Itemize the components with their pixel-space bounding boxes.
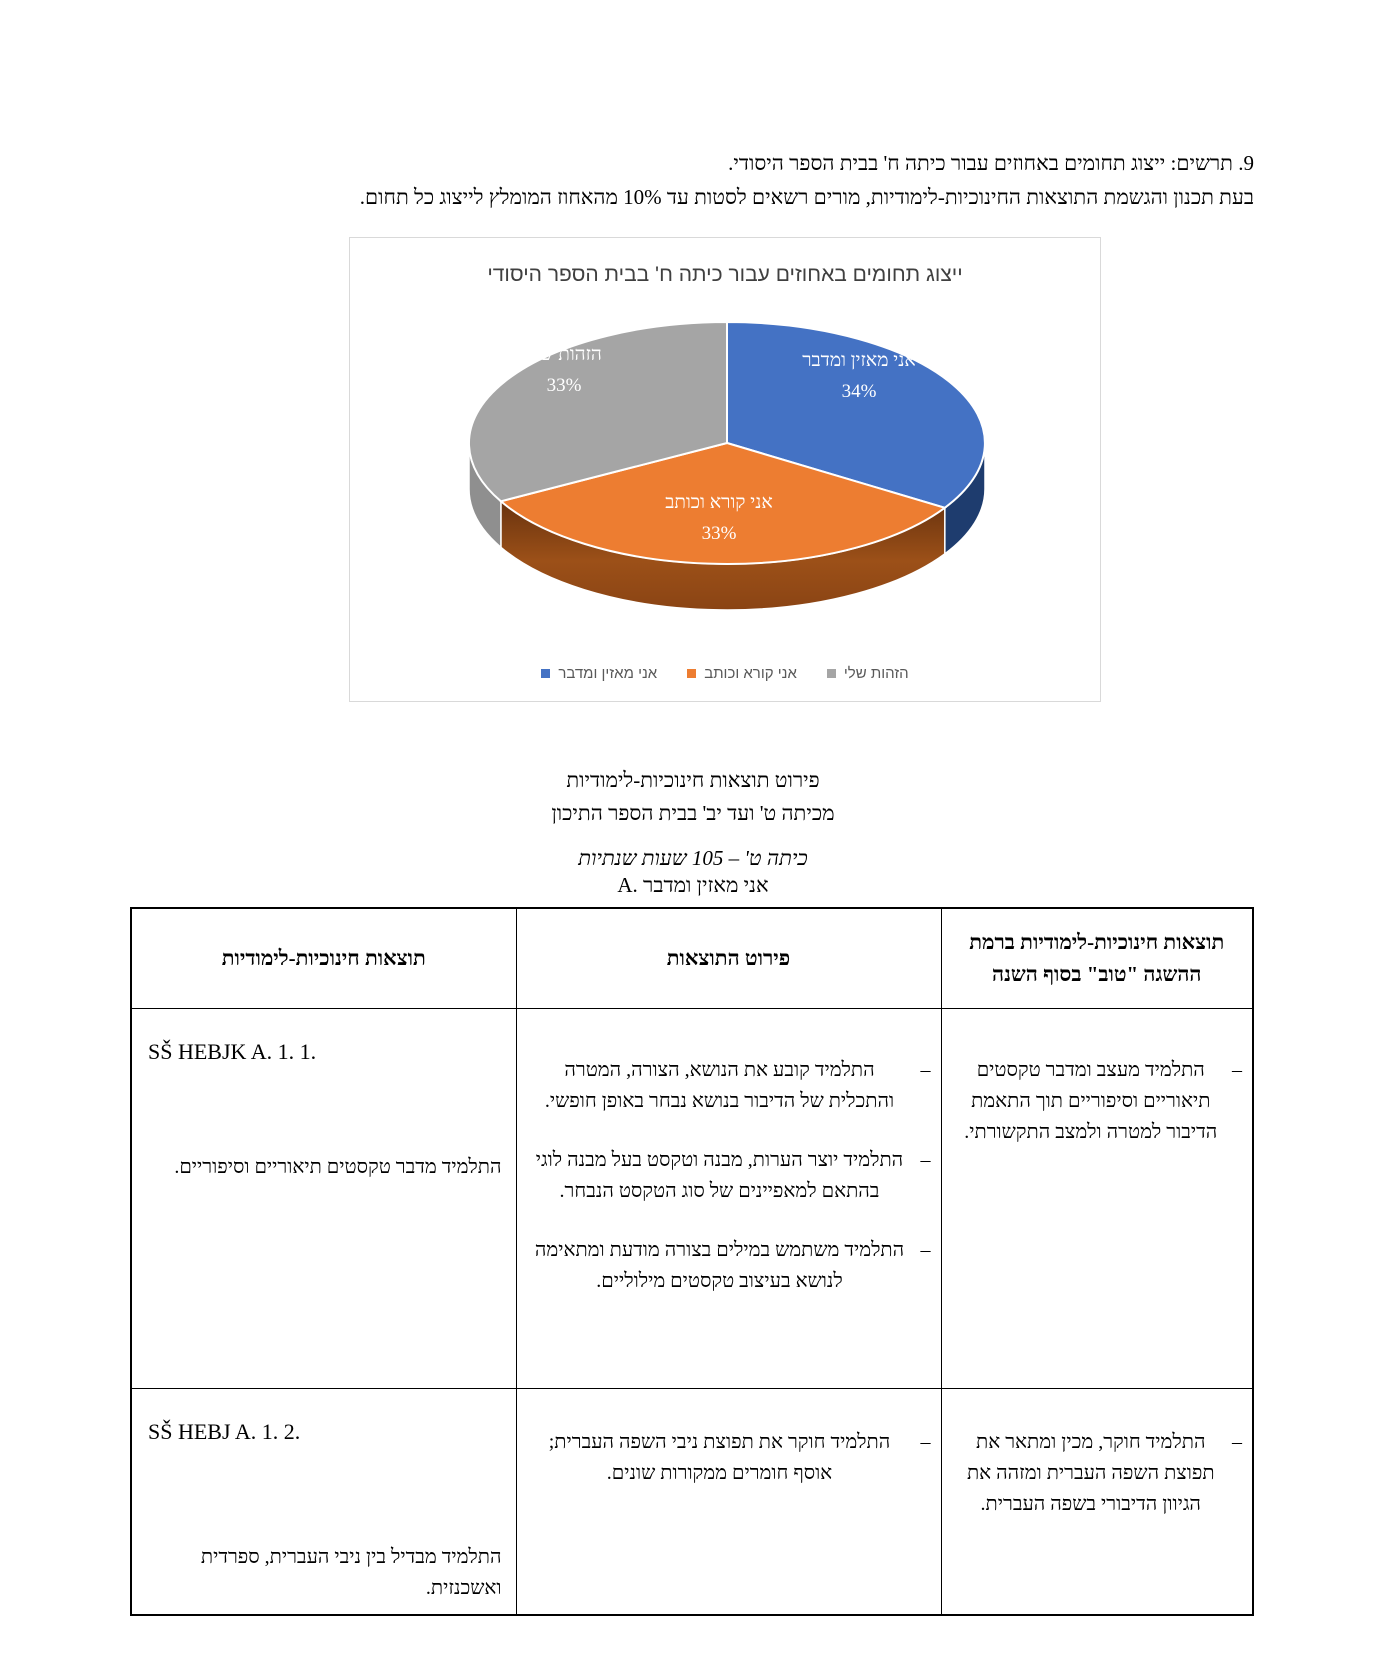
table-row <box>131 1388 1253 1615</box>
slice-label-my-identity: הזהות שלי <box>526 344 602 365</box>
outcome-text: התלמיד מבדיל בין ניבי העברית, ספרדית ואשכנזית. <box>200 1545 502 1599</box>
cell-details-2 <box>516 1388 941 1615</box>
bullet-dash: – <box>920 1430 931 1453</box>
bullet-dash: – <box>1232 1430 1242 1453</box>
cell-good-level-2 <box>941 1388 1253 1615</box>
cell-good-level-1 <box>941 1008 1253 1388</box>
bullet-text: התלמיד מעצב ומדבר טקסטים תיאוריים וסיפוריים תוך התאמת הדיבור למטרה ולמצב התקשורתי. <box>964 1058 1218 1143</box>
section-heading-line-2: מכיתה ט' ועד יב' בבית הספר התיכון <box>551 801 835 825</box>
legend-label: אני מאזין ומדבר <box>558 665 658 682</box>
bullet-text: התלמיד חוקר, מכין ומתאר את תפוצת השפה העברית ומזהה את הגיוון הדיבורי בשפה העברית. <box>966 1430 1215 1515</box>
table-row <box>131 1008 1253 1388</box>
legend-item-my-identity <box>827 665 909 682</box>
bullet-dash: – <box>920 1238 931 1261</box>
legend-marker-orange-icon <box>687 669 696 678</box>
legend-marker-blue-icon <box>541 669 550 678</box>
bullet-item <box>531 1235 931 1297</box>
legend-marker-gray-icon <box>827 669 836 678</box>
bullet-dash: – <box>1232 1058 1242 1081</box>
pie-chart <box>350 300 1102 630</box>
slice-value-my-identity: 33% <box>546 375 582 396</box>
outcomes-table <box>130 907 1254 1616</box>
outcome-code: SŠ HEBJK A. 1. 1. <box>148 1038 317 1064</box>
cell-outcome-2 <box>131 1388 516 1615</box>
subsection-title: A. אני מאזין ומדבר <box>617 873 769 897</box>
legend-label: אני קורא וכותב <box>704 665 797 682</box>
chart-container <box>349 237 1101 702</box>
intro-paragraph <box>132 146 1254 214</box>
slice-value-read-write: 33% <box>701 523 737 544</box>
slice-value-listen-speak: 34% <box>841 381 877 402</box>
intro-line-1: 9. תרשים: ייצוג תחומים באחוזים עבור כיתה ח' בבית הספר היסודי. <box>728 151 1254 175</box>
bullet-text: התלמיד קובע את הנושא, הצורה, המטרה והתכלית של הדיבור בנושא נבחר באופן חופשי. <box>544 1058 895 1112</box>
cell-details-1 <box>516 1008 941 1388</box>
bullet-text: התלמיד משתמש במילים בצורה מודעת ומתאימה לנושא בעיצוב טקסטים מילוליים. <box>534 1238 905 1292</box>
intro-line-2: בעת תכנון והגשמת התוצאות החינוכיות-לימודיות, מורים רשאים לסטות עד 10% מהאחוז המומלץ לייצוג כל תחום. <box>359 185 1254 209</box>
legend-label: הזהות שלי <box>843 665 909 682</box>
bullet-item <box>531 1055 931 1117</box>
bullet-item <box>531 1145 931 1207</box>
slice-label-read-write: אני קורא וכותב <box>665 492 773 513</box>
legend-item-read-write <box>687 665 797 682</box>
class-hours-line: כיתה ט' – 105 שעות שנתיות <box>578 846 808 870</box>
section-heading-line-1: פירוט תוצאות חינוכיות-לימודיות <box>566 768 820 792</box>
bullet-text: התלמיד חוקר את תפוצת ניבי השפה העברית; אוסף חומרים ממקורות שונים. <box>548 1430 891 1484</box>
bullet-item <box>956 1055 1243 1148</box>
header-outcomes: תוצאות חינוכיות-לימודיות <box>131 908 516 1008</box>
bullet-dash: – <box>920 1148 931 1171</box>
outcome-code: SŠ HEBJ A. 1. 2. <box>148 1418 301 1444</box>
bullet-text: התלמיד יוצר הערות, מבנה וטקסט בעל מבנה לוגי בהתאם למאפיינים של סוג הטקסט הנבחר. <box>535 1148 904 1202</box>
pie-chart-area <box>350 300 1100 635</box>
bullet-dash: – <box>920 1058 931 1081</box>
chart-title: ייצוג תחומים באחוזים עבור כיתה ח' בבית הספר היסודי <box>487 263 963 286</box>
bullet-item <box>531 1427 931 1489</box>
section-heading <box>132 764 1254 830</box>
header-good-level: תוצאות חינוכיות-לימודיות ברמת ההשגה "טוב" בסוף השנה <box>941 908 1253 1008</box>
slice-label-listen-speak: אני מאזין ומדבר <box>802 350 916 371</box>
bullet-item <box>956 1427 1243 1520</box>
chart-legend <box>350 665 1100 682</box>
outcome-text: התלמיד מדבר טקסטים תיאוריים וסיפוריים. <box>174 1155 502 1178</box>
legend-item-listen-speak <box>541 665 657 682</box>
cell-outcome-1 <box>131 1008 516 1388</box>
table-header-row <box>131 908 1253 1008</box>
header-details: פירוט התוצאות <box>516 908 941 1008</box>
